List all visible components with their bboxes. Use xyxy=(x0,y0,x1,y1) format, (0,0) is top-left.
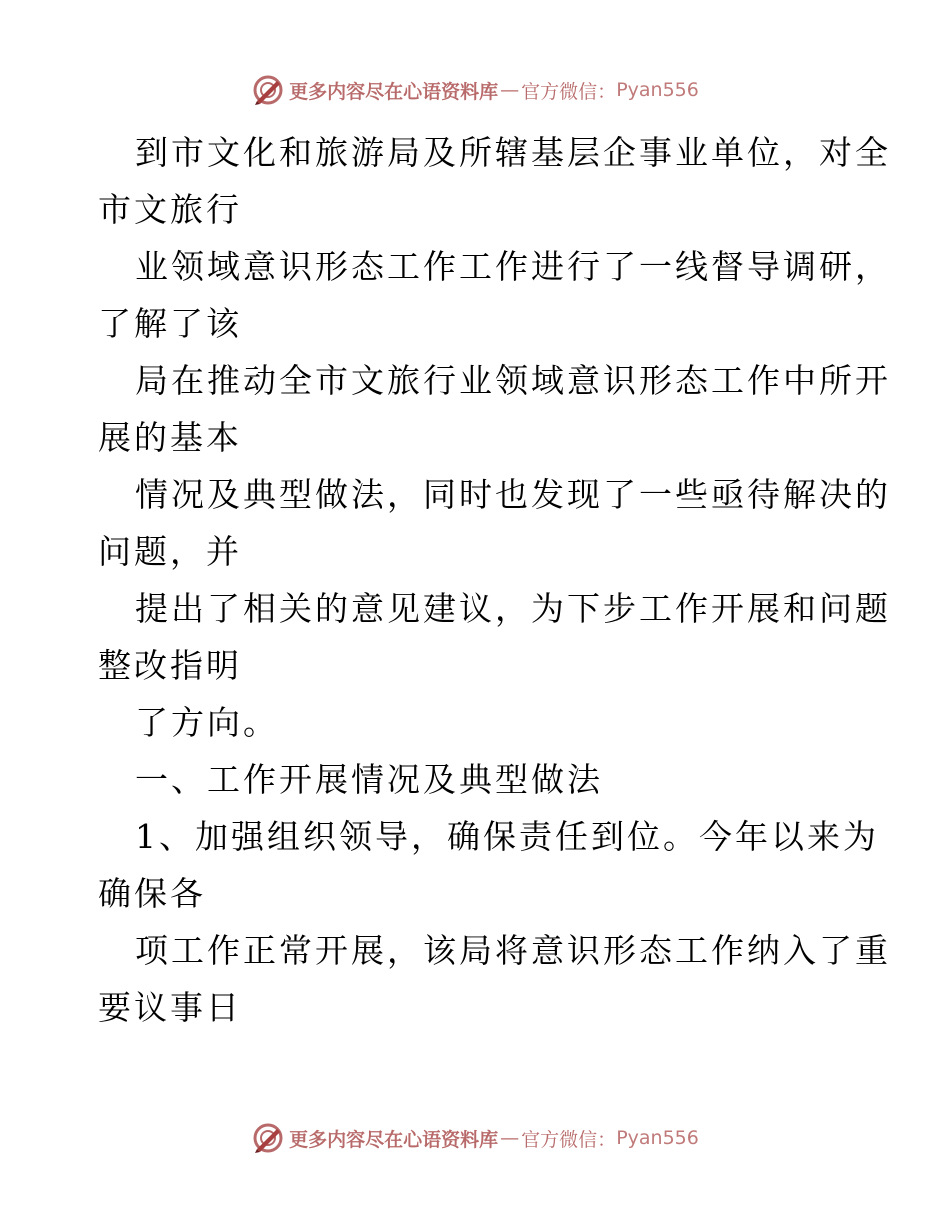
text-line: 到市文化和旅游局及所辖基层企事业单位，对全 xyxy=(135,133,891,172)
banner-wechat-account: Pyan556 xyxy=(616,79,699,101)
text-line: 项工作正常开展，该局将意识形态工作纳入了重 xyxy=(135,931,891,970)
banner-separator: — xyxy=(500,79,520,101)
text-line: 1、加强组织领导，确保责任到位。今年以来为 xyxy=(135,817,879,856)
banner-wechat-account: Pyan556 xyxy=(616,1127,699,1149)
text-line: 业领域意识形态工作工作进行了一线督导调研， xyxy=(135,247,891,286)
text-line: 了方向。 xyxy=(135,703,279,742)
pen-circle-logo-icon xyxy=(251,1121,285,1155)
text-line: 市文旅行 xyxy=(98,190,242,229)
banner-title: 更多内容尽在心语资料库 xyxy=(289,80,499,103)
banner-title: 更多内容尽在心语资料库 xyxy=(289,1128,499,1151)
text-line: 局在推动全市文旅行业领域意识形态工作中所开 xyxy=(135,361,891,400)
text-line: 展的基本 xyxy=(98,418,242,457)
banner-wechat-label: 官方微信： xyxy=(521,80,617,103)
text-line: 提出了相关的意见建议，为下步工作开展和问题 xyxy=(135,589,891,628)
banner-separator: — xyxy=(500,1127,520,1149)
body-text xyxy=(98,124,891,1036)
text-line: 情况及典型做法，同时也发现了一些亟待解决的 xyxy=(135,475,891,514)
header-banner xyxy=(0,70,950,110)
banner-wechat-label: 官方微信： xyxy=(521,1128,617,1151)
text-line: 问题，并 xyxy=(98,532,242,571)
text-line: 整改指明 xyxy=(98,646,242,685)
pen-circle-logo-icon xyxy=(251,73,285,107)
section-heading: 一、工作开展情况及典型做法 xyxy=(135,760,603,799)
text-line: 确保各 xyxy=(98,874,206,913)
text-line: 了解了该 xyxy=(98,304,242,343)
footer-banner xyxy=(0,1118,950,1158)
text-line: 要议事日 xyxy=(98,988,242,1027)
